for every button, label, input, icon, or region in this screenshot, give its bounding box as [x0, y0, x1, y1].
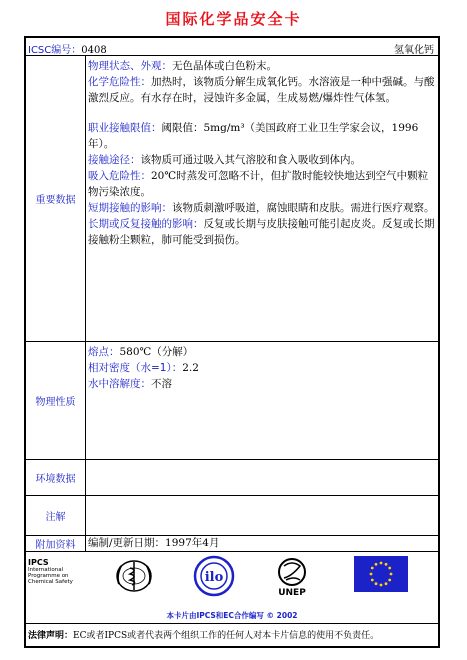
section-label-important: 重要数据	[26, 56, 86, 341]
item-head: 水中溶解度：	[88, 378, 151, 390]
section-label-environment: 环境数据	[26, 460, 86, 495]
icsc-code-value: 0408	[81, 45, 107, 56]
item-density	[88, 360, 436, 376]
ipcs-logo	[28, 558, 73, 585]
item-text: 该物质可通过吸入其气溶胶和食入吸收到体内。	[140, 154, 361, 166]
section-additional	[26, 536, 438, 552]
spacer	[88, 106, 436, 120]
svg-text:ilo: ilo	[204, 570, 224, 585]
section-label-additional: 附加资料	[26, 536, 86, 551]
section-content-additional: 编制/更新日期：1997年4月	[88, 537, 220, 549]
header-row	[26, 38, 438, 56]
item-text: 反复或长期与皮肤接触可能引起皮炎。反复或长期接触粉尘颗粒，肺可能受到损伤。	[88, 218, 435, 246]
item-text: 阈限值：5mg/m³（美国政府工业卫生学家会议，1996年）。	[88, 122, 419, 150]
who-emblem-icon	[112, 556, 156, 596]
ilo-emblem-icon	[192, 554, 236, 598]
item-head: 接触途径：	[88, 154, 141, 166]
eu-flag-icon	[354, 556, 408, 592]
item-text: 该物质刺激呼吸道，腐蚀眼睛和皮肤。需进行医疗观察。	[172, 202, 435, 214]
unep-emblem-icon	[268, 556, 316, 588]
item-head: 相对密度（水=1）：	[88, 362, 183, 374]
logos-row	[26, 552, 438, 624]
disclaimer-head: 法律声明：	[28, 631, 74, 641]
icsc-code	[28, 41, 107, 56]
card-frame	[24, 36, 440, 648]
item-text: 2.2	[182, 362, 199, 374]
disclaimer-text: EC或者IPCS或者代表两个组织工作的任何人对本卡片信息的使用不负责任。	[73, 631, 380, 641]
section-notes	[26, 496, 438, 536]
item-short-term	[88, 200, 436, 216]
section-physical	[26, 342, 438, 460]
section-content-important	[86, 56, 438, 341]
ipcs-sub-line: Chemical Safety	[28, 579, 73, 585]
item-head: 化学危险性：	[88, 76, 151, 88]
section-content-environment	[86, 460, 438, 495]
ipcs-sub-line: International	[28, 567, 64, 573]
item-solubility	[88, 376, 436, 392]
item-chemical-hazard	[88, 74, 436, 106]
item-long-term	[88, 216, 436, 248]
item-text: 20℃时蒸发可忽略不计，但扩散时能较快地达到空气中颗粒物污染浓度。	[88, 170, 429, 198]
card-title: 国际化学品安全卡	[165, 10, 302, 28]
item-head: 熔点：	[88, 346, 120, 358]
section-environment	[26, 460, 438, 496]
item-text: 不溶	[151, 378, 172, 390]
section-label-notes: 注解	[26, 496, 86, 535]
item-text: 加热时，该物质分解生成氧化钙。水溶液是一种中强碱。与酸激烈反应。有水存在时，浸蚀许多金属，生成易燃/爆炸性气体氢。	[88, 76, 435, 104]
item-head: 物理状态、外观：	[88, 60, 172, 72]
item-exposure-limit	[88, 120, 436, 152]
item-head: 职业接触限值：	[88, 122, 162, 134]
item-head: 吸入危险性：	[88, 170, 151, 182]
item-exposure-route	[88, 152, 436, 168]
disclaimer	[28, 628, 379, 641]
ipcs-title: IPCS	[28, 558, 49, 567]
item-head: 长期或反复接触的影响：	[88, 218, 204, 230]
section-important	[26, 56, 438, 342]
section-content-notes	[86, 496, 438, 535]
credit-line: 本卡片由IPCS和EC合作编写 © 2002	[166, 611, 298, 620]
icsc-code-label: ICSC编号：	[28, 45, 82, 56]
item-melting-point	[88, 344, 436, 360]
item-text: 580℃（分解）	[119, 346, 194, 358]
item-text: 无色晶体或白色粉末。	[172, 60, 277, 72]
ipcs-sub-line: Programme on	[28, 573, 69, 579]
item-appearance	[88, 58, 436, 74]
chemical-name: 氢氧化钙	[394, 45, 434, 56]
unep-label: UNEP	[278, 588, 306, 598]
item-inhalation-risk	[88, 168, 436, 200]
section-label-physical: 物理性质	[26, 342, 86, 459]
item-head: 短期接触的影响：	[88, 202, 172, 214]
section-content-physical	[86, 342, 438, 459]
